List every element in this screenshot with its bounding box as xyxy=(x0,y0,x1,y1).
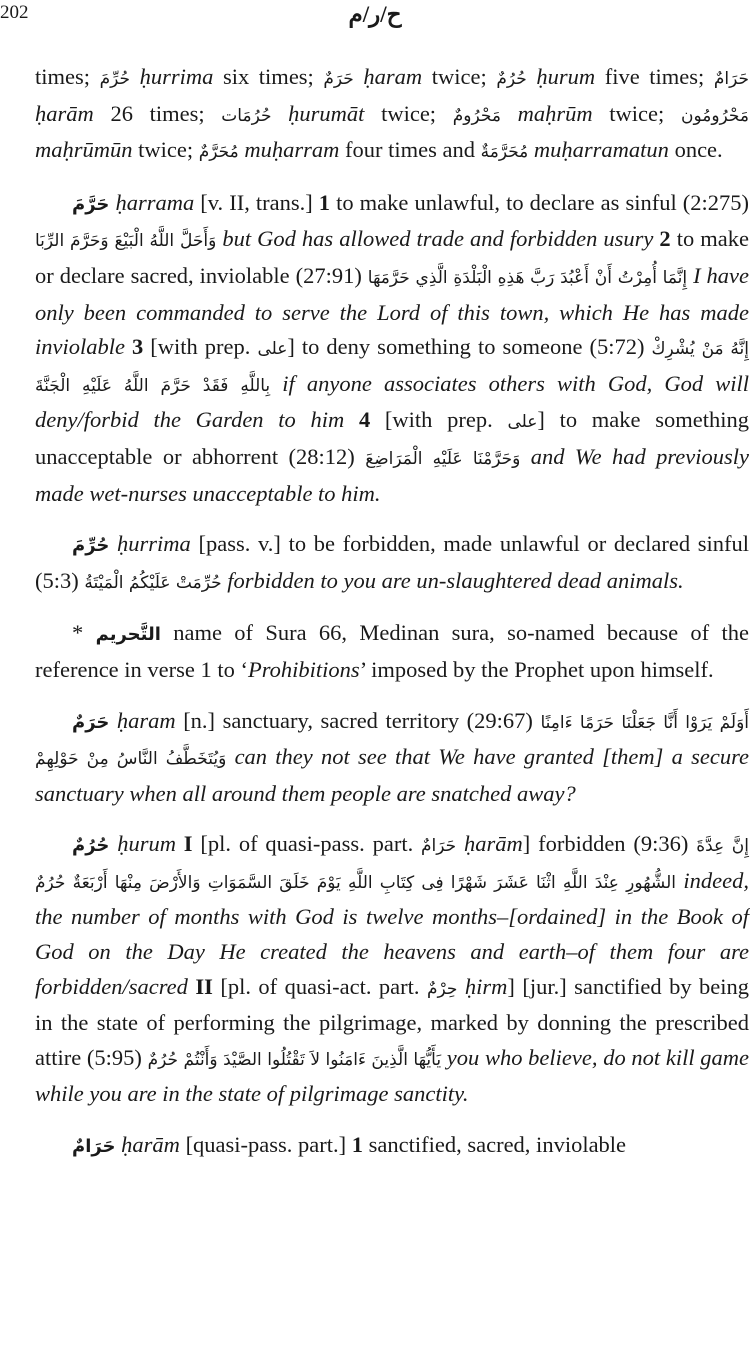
headword-transliteration: ḥarrama xyxy=(115,189,195,215)
transliteration: ḥaram xyxy=(363,64,423,89)
headword-arabic: حُرُمٌ xyxy=(72,835,110,857)
quran-quote: حُرِّمَتْ عَلَيْكُمُ الْمَيْتَةُ xyxy=(84,572,222,593)
transliteration: maḥrūmūn xyxy=(35,137,133,163)
headword-transliteration: ḥarām xyxy=(121,1132,180,1158)
text: [quasi-pass. part.] xyxy=(179,1132,352,1158)
translation: but God has allowed trade and forbidden usury xyxy=(222,226,654,252)
text: ] to deny something to someone (5:72) xyxy=(287,334,652,360)
arabic-form: مَحْرُومُون xyxy=(680,105,749,126)
entry-hurum xyxy=(35,827,749,1112)
arabic-form: حِرْمٌ xyxy=(426,978,458,999)
text: ] to make something unacceptable or abhorrent (28:12) xyxy=(35,407,749,469)
page-body xyxy=(35,60,749,1181)
entry-frequency-continuation xyxy=(35,60,749,170)
text: to make or declare sacred, inviolable (27:91) xyxy=(35,226,749,288)
running-head-root: ح/ر/م xyxy=(348,2,402,27)
text: to make unlawful, to declare as sinful (2:275) xyxy=(330,189,749,215)
text: twice; xyxy=(132,137,199,163)
sense-number: II xyxy=(195,973,213,999)
translation: Prohibitions xyxy=(248,656,360,682)
headword-arabic: حَرَامٌ xyxy=(72,1136,116,1158)
translation: indeed, the number of months with God is twelve months–[ordained] in the Book of God on the Day He created the heavens and earth–of them four are forbidden/sacred xyxy=(35,867,749,999)
text: once. xyxy=(668,137,723,163)
sense-number: 1 xyxy=(318,189,331,215)
text: ’ imposed by the Prophet upon himself. xyxy=(359,656,714,682)
arabic-form: حَرَامٌ xyxy=(713,69,750,89)
text xyxy=(125,334,132,359)
text: [with prep. xyxy=(370,407,508,433)
preposition-arabic: على xyxy=(257,339,288,360)
text: sanctified, sacred, inviolable xyxy=(363,1132,627,1158)
text: times; xyxy=(35,64,100,89)
quran-quote: وَحَرَّمْنَا عَلَيْهِ الْمَرَاضِعَ xyxy=(365,448,521,469)
text: [pl. of quasi-pass. part. xyxy=(192,831,422,857)
page-number: 202 xyxy=(0,2,29,23)
text: twice; xyxy=(422,64,497,89)
entry-haraam xyxy=(35,1128,749,1165)
headword-arabic: حُرِّمَ xyxy=(72,535,110,557)
entry-al-tahrim xyxy=(35,616,749,687)
text xyxy=(176,831,184,856)
headword-transliteration: ḥaram xyxy=(116,707,176,733)
asterisk: * xyxy=(72,620,96,646)
arabic-form: مُحَرَّمَةٌ xyxy=(480,142,529,163)
text: ] [jur.] sanctified by being in the state of performing the pilgrimage, marked by donning the prescribed attire (5:95) xyxy=(35,973,750,1070)
headword-arabic: حَرَّمَ xyxy=(72,193,110,215)
sense-number: 3 xyxy=(132,334,144,360)
headword-transliteration: ḥurum xyxy=(117,831,176,857)
arabic-form: حُرُمَات xyxy=(221,105,272,126)
arabic-form: مُحَرَّمٌ xyxy=(198,142,239,163)
entry-harrama xyxy=(35,186,749,511)
text: ] forbidden (9:36) xyxy=(522,831,697,857)
sense-number: 1 xyxy=(351,1132,364,1158)
transliteration: ḥurum xyxy=(536,64,596,89)
entry-hurrima xyxy=(35,527,749,600)
quran-quote: يَأَيُّهَا الَّذِينَ ءَامَنُوا لاَ تَقْتُلُوا الصَّيْدَ وَأَنْتُمْ حُرُمٌ xyxy=(147,1049,442,1070)
translation: you who believe, do not kill game while you are in the state of pilgrimage sanctity. xyxy=(35,1044,750,1107)
translation: can they not see that We have granted [them] a secure sanctuary when all around them people are snatched away? xyxy=(35,744,750,806)
text: 26 times; xyxy=(93,100,222,126)
text: [v. II, trans.] xyxy=(194,189,319,215)
text: five times; xyxy=(595,64,714,89)
text: [pl. of quasi-act. part. xyxy=(212,973,427,999)
arabic-form: حُرِّمَ xyxy=(99,69,131,89)
transliteration: ḥarām xyxy=(464,831,523,857)
transliteration: muḥarram xyxy=(244,137,340,163)
quran-quote: إِنَّمَا أُمِرْتُ أَنْ أَعْبُدَ رَبَّ هَذِهِ الْبَلْدَةِ الَّذِي حَرَّمَهَا xyxy=(367,267,688,288)
translation: forbidden to you are un-slaughtered dead animals. xyxy=(227,567,684,593)
headword-arabic: حَرَمٌ xyxy=(72,711,110,733)
translation: I have only been commanded to serve the Lord of this town, which He has made inviolable xyxy=(35,262,750,360)
text: [pass. v.] to be forbidden, made unlawful or declared sinful (5:3) xyxy=(35,531,750,593)
transliteration: ḥirm xyxy=(464,973,508,999)
text: name of Sura 66, Medinan sura, so-named because of the reference in verse 1 to ‘ xyxy=(35,620,749,682)
sense-number: 4 xyxy=(358,407,371,433)
transliteration: ḥurumāt xyxy=(288,100,365,126)
preposition-arabic: على xyxy=(507,412,538,433)
arabic-form: حَرَمٌ xyxy=(323,69,354,89)
text xyxy=(344,407,359,432)
transliteration: ḥurrima xyxy=(139,64,214,89)
text: [with prep. xyxy=(143,334,258,360)
sense-number: 2 xyxy=(659,226,671,252)
transliteration: ḥarām xyxy=(35,100,94,126)
arabic-form: مَحْرُومٌ xyxy=(452,105,501,126)
arabic-form: حَرَامٌ xyxy=(421,836,457,857)
text: six times; xyxy=(213,64,324,89)
text: four times and xyxy=(339,137,481,163)
headword-arabic: التَّحريم xyxy=(95,624,161,646)
text: twice; xyxy=(364,100,453,126)
sense-number: I xyxy=(183,831,193,857)
entry-haram xyxy=(35,704,749,812)
quran-quote: أَوَلَمْ يَرَوْا أَنَّا جَعَلْنَا حَرَمًا ءَامِنًا وَيُتَخَطَّفُ النَّاسُ مِنْ حَوْلِهِمْ xyxy=(35,712,750,770)
transliteration: maḥrūm xyxy=(517,100,593,126)
translation: and We had previously made wet-nurses unacceptable to him. xyxy=(35,443,749,506)
translation: if anyone associates others with God, God will deny/forbid the Garden to him xyxy=(35,370,749,433)
arabic-form: حُرُمٌ xyxy=(496,69,527,89)
text: twice; xyxy=(592,100,681,126)
quran-quote: وَأَحَلَّ اللَّهُ الْبَيْعَ وَحَرَّمَ الرِّبَا xyxy=(35,231,217,252)
headword-transliteration: ḥurrima xyxy=(117,531,191,557)
text: [n.] sanctuary, sacred territory (29:67) xyxy=(175,707,541,733)
quran-quote: إِنَّهُ مَنْ يُشْرِكْ بِاللَّهِ فَقَدْ حَرَّمَ اللَّهُ عَلَيْهِ الْجَنَّةَ xyxy=(35,339,750,396)
quran-quote: إِنَّ عِدَّةَ الشُّهُورِ عِنْدَ اللَّهِ اثْنَا عَشَرَ شَهْرًا فِى كِتَابِ اللَّهِ يَوْمَ خَلَقَ السَّمَوَاتِ وَالأَرْضَ مِنْهَا أَرْبَعَةٌ حُرُمٌ xyxy=(35,836,749,893)
transliteration: muḥarramatun xyxy=(533,137,669,163)
